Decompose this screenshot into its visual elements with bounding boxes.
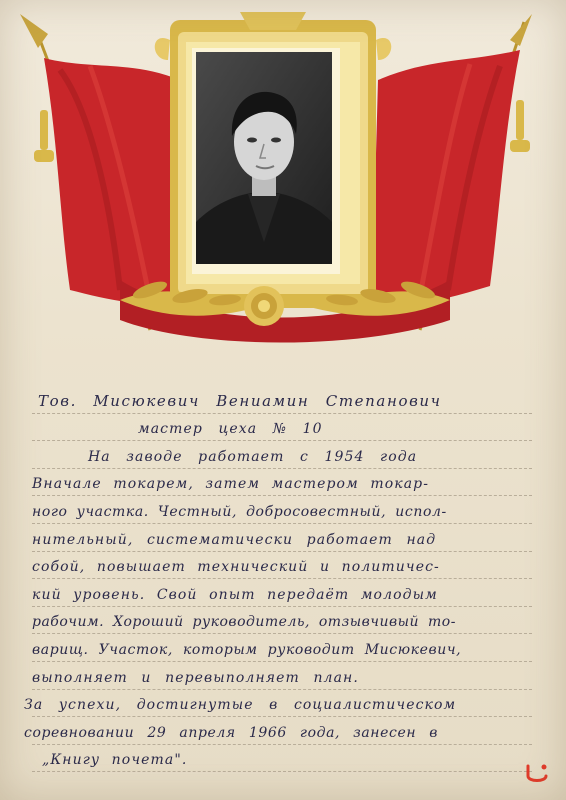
- line-6: нительный, систематически работает над: [32, 524, 532, 552]
- line-7: собой, повышает технический и политичес-: [32, 552, 532, 580]
- line-11: выполняет и перевыполняет план.: [32, 662, 532, 690]
- right-spear-tip-icon: [510, 14, 532, 46]
- line-4: Вначале токарем, затем мастером токар-: [32, 469, 532, 497]
- rosette-icon: [244, 286, 284, 326]
- portrait-photo: [196, 52, 332, 264]
- line-10: варищ. Участок, которым руководит Мисюкевич,: [32, 634, 532, 662]
- line-position: [32, 414, 532, 442]
- line-8: кий уровень. Свой опыт передаёт молодым: [32, 579, 532, 607]
- line-12: За успехи, достигнутые в социалистическом: [32, 690, 532, 718]
- line-3: На заводе работает с 1954 года: [32, 441, 532, 469]
- line-9: рабочим. Хороший руководитель, отзывчивый то-: [32, 607, 532, 635]
- right-red-banner-icon: [372, 50, 520, 304]
- line-name: [32, 386, 532, 414]
- recipient-name: Тов. Мисюкевич Вениамин Степанович: [38, 391, 442, 410]
- watermark-mark-icon: [522, 762, 552, 786]
- line-14: „Книгу почета".: [32, 745, 532, 773]
- recipient-position: мастер цеха № 10: [138, 421, 323, 438]
- line-5: ного участка. Честный, добросовестный, испол-: [32, 496, 532, 524]
- certificate-text: [24, 386, 532, 772]
- left-spear-tip-icon: [20, 14, 48, 48]
- line-13: соревновании 29 апреля 1966 года, занесен в: [32, 717, 532, 745]
